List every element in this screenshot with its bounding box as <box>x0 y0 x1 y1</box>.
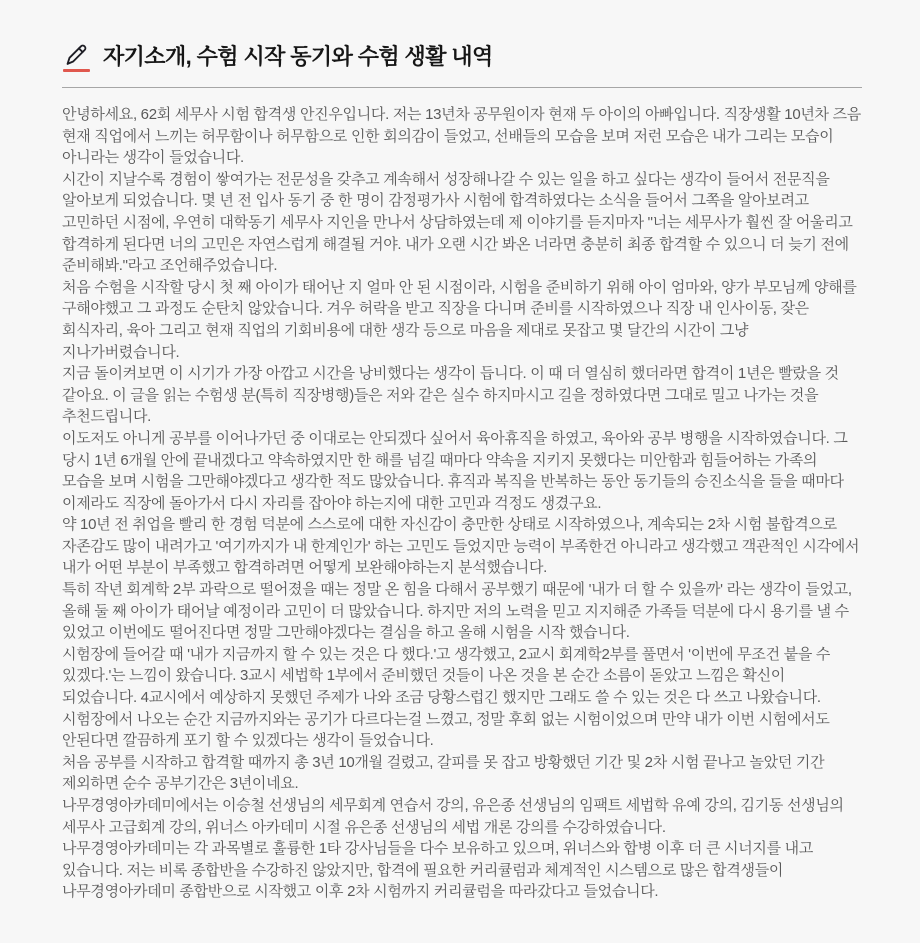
paragraph: 안녕하세요, 62회 세무사 시험 합격생 안진우입니다. 저는 13년차 공무원이자 현재 두 아이의 아빠입니다. 직장생활 10년차 즈음 현재 직업에서 느끼는 허무함이나 허무함으로 인한 회의감이 들었고, 선배들의 모습을 보며 저런 모습은 내가 그리는 모습이 아니라는 생각이 들었습니다. <box>62 106 861 167</box>
paragraph: 나무경영아카데미에서는 이승철 선생님의 세무회계 연습서 강의, 유은종 선생님의 임팩트 세법학 유예 강의, 김기동 선생님의 세무사 고급회계 강의, 위너스 아카데미 시절 유은종 선생님의 세법 개론 강의를 수강하였습니다. <box>62 797 844 836</box>
paragraph: 이도저도 아니게 공부를 이어나가던 중 이대로는 안되겠다 싶어서 육아휴직을 하였고, 육아와 공부 병행을 시작하였습니다. 그 당시 1년 6개월 안에 끝내겠다고 약속하였지만 한 해를 넘길 때마다 약속을 지키지 못했다는 미안함과 힘들어하는 가족의 모습을 보며 시험을 그만해야겠다고 생각한 적도 많았습니다. 휴직과 복직을 반복하는 동안 동기들의 승진소식을 들을 때마다 이제라도 직장에 돌아가서 다시 자리를 잡아야 하는지에 대한 고민과 걱정도 생겼구요. <box>62 429 848 512</box>
pencil-icon <box>62 42 90 72</box>
paragraph: 처음 수험을 시작할 당시 첫 째 아이가 태어난 지 얼마 안 된 시점이라, 시험을 준비하기 위해 아이 엄마와, 양가 부모님께 양해를 구해야했고 그 과정도 순탄치 않았습니다. 겨우 허락을 받고 직장을 다니며 준비를 시작하였으나 직장 내 인사이동, 잦은 회식자리, 육아 그리고 현재 직업의 기회비용에 대한 생각 등으로 마음을 제대로 못잡고 몇 달간의 시간이 그냥 지나가버렸습니다. <box>62 278 857 361</box>
post-body <box>62 104 862 903</box>
paragraph: 시간이 지날수록 경험이 쌓여가는 전문성을 갖추고 계속해서 성장해나갈 수 있는 일을 하고 싶다는 생각이 들어서 전문직을 알아보게 되었습니다. 몇 년 전 입사 동기 중 한 명이 감정평가사 시험에 합격하였다는 소식을 들어서 그쪽을 알아보려고 고민하던 시점에, 우연히 대학동기 세무사 지인을 만나서 상담하였는데 제 이야기를 듣지마자 "너는 세무사가 훨씬 잘 어울리고 합격하게 된다면 너의 고민은 자연스럽게 해결될 거야. 내가 오랜 시간 봐온 너라면 충분히 최종 합격할 수 있으니 더 늦기 전에 준비해봐."라고 조언해주었습니다. <box>62 170 853 275</box>
header-divider <box>62 87 862 88</box>
paragraph: 지금 돌이켜보면 이 시기가 가장 아깝고 시간을 낭비했다는 생각이 듭니다. 이 때 더 열심히 했더라면 합격이 1년은 빨랐을 것 같아요. 이 글을 읽는 수험생 분(특히 직장병행)들은 저와 같은 실수 하지마시고 길을 정하였다면 그대로 밀고 나가는 것을 추천드립니다. <box>62 365 839 426</box>
section-header <box>62 42 862 72</box>
paragraph: 약 10년 전 취업을 빨리 한 경험 덕분에 스스로에 대한 자신감이 충만한 상태로 시작하였으나, 계속되는 2차 시험 불합격으로 자존감도 많이 내려가고 '여기까지가 내 한계인가' 하는 고민도 들었지만 능력이 부족한건 아니라고 생각했고 객관적인 시각에서 내가 어떤 부분이 부족했고 합격하려면 어떻게 보완해야하는지 분석했습니다. <box>62 516 860 577</box>
paragraph: 시험장에서 나오는 순간 지금까지와는 공기가 다르다는걸 느꼈고, 정말 후회 없는 시험이었으며 만약 내가 이번 시험에서도 안된다면 깔끔하게 포기 할 수 있겠다는 생각이 들었습니다. <box>62 710 830 750</box>
paragraph: 특히 작년 회계학 2부 과락으로 떨어졌을 때는 정말 온 힘을 다해서 공부했기 때문에 '내가 더 할 수 있을까' 라는 생각이 들었고, 올해 둘 째 아이가 태어날 예정이라 고민이 더 많았습니다. 하지만 저의 노력을 믿고 지지해준 가족들 덕분에 다시 용기를 낼 수 있었고 이번에도 떨어진다면 정말 그만해야겠다는 결심을 하고 올해 시험을 시작 했습니다. <box>62 581 852 642</box>
pencil-icon-underline <box>63 69 90 72</box>
paragraph: 나무경영아카데미는 각 과목별로 훌륭한 1타 강사님들을 다수 보유하고 있으며, 위너스와 합병 이후 더 큰 시너지를 내고 있습니다. 저는 비록 종합반을 수강하진 않았지만, 합격에 필요한 커리큘럼과 체계적인 시스템으로 많은 합격생들이 나무경영아카데미 종합반으로 시작했고 이후 2차 시험까지 커리큘럼을 따라갔다고 들었습니다. <box>62 840 814 901</box>
page-title: 자기소개, 수험 시작 동기와 수험 생활 내역 <box>103 43 493 69</box>
paragraph: 처음 공부를 시작하고 합격할 때까지 총 3년 10개월 걸렸고, 갈피를 못 잡고 방황했던 기간 및 2차 시험 끝나고 놀았던 기간 제외하면 순수 공부기간은 3년이네요. <box>62 753 825 793</box>
paragraph: 시험장에 들어갈 때 '내가 지금까지 할 수 있는 것은 다 했다.'고 생각했고, 2교시 회계학2부를 풀면서 '이번에 무조건 붙을 수 있겠다.'는 느낌이 왔습니다. 3교시 세법학 1부에서 준비했던 것들이 나온 것을 본 순간 소름이 돋았고 느낌은 확신이 되었습니다. 4교시에서 예상하지 못했던 주제가 나와 조금 당황스럽긴 했지만 그래도 쓸 수 있는 것은 다 쓰고 나왔습니다. <box>62 645 831 707</box>
